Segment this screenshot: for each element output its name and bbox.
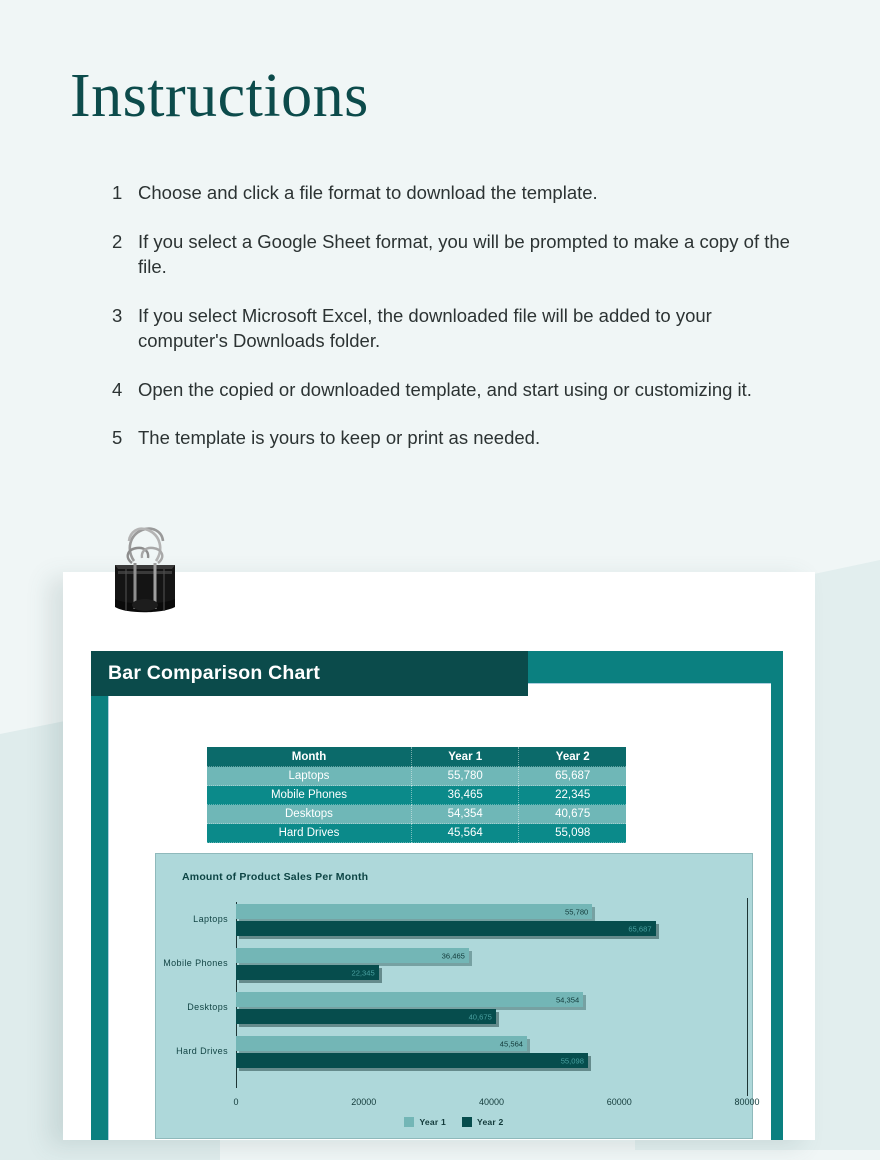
cell-year1: 54,354 — [411, 805, 519, 824]
chart-legend — [156, 1117, 752, 1127]
cell-month: Mobile Phones — [207, 786, 411, 805]
banner-title-text: Bar Comparison Chart — [108, 662, 321, 684]
spreadsheet-frame — [91, 651, 783, 1140]
legend-label: Year 2 — [477, 1117, 504, 1127]
cell-year1: 55,780 — [411, 767, 519, 786]
chart-bar-year-2 — [236, 921, 656, 936]
chart-bar-year-2 — [236, 965, 379, 980]
chart-bar-value: 36,465 — [441, 951, 465, 960]
instruction-number: 3 — [112, 304, 123, 326]
chart-x-tick-label: 40000 — [478, 1097, 505, 1107]
chart-bar-year-1 — [236, 948, 469, 963]
table-row — [207, 824, 626, 843]
legend-swatch — [404, 1117, 414, 1127]
column-header-month: Month — [207, 747, 411, 767]
list-item — [112, 229, 812, 280]
instruction-number: 1 — [112, 182, 123, 203]
page-title: Instructions — [70, 62, 369, 130]
chart-bar-group — [187, 990, 746, 1034]
cell-month: Desktops — [207, 805, 411, 824]
chart-x-tick-label: 80000 — [734, 1097, 760, 1107]
chart-category-label: Desktops — [187, 1002, 228, 1012]
chart-bar-year-2 — [236, 1053, 588, 1068]
chart-bar-year-1 — [236, 904, 592, 919]
bar-chart — [155, 853, 760, 1139]
column-header-year2: Year 2 — [519, 747, 626, 767]
cell-year1: 45,564 — [411, 824, 519, 843]
legend-item — [462, 1117, 504, 1127]
instruction-text: The template is yours to keep or print as needed. — [138, 427, 541, 449]
cell-year1: 36,465 — [411, 786, 519, 805]
chart-bar-year-1 — [236, 1036, 527, 1051]
column-header-year1: Year 1 — [411, 747, 519, 767]
chart-title: Amount of Product Sales Per Month — [182, 871, 369, 883]
legend-item — [404, 1117, 446, 1127]
chart-bar-year-1 — [236, 992, 583, 1007]
instruction-text: If you select Microsoft Excel, the downloaded file will be added to your computer's Downloads folder. — [138, 304, 712, 352]
table-header-row — [207, 747, 626, 767]
chart-plot-area — [163, 902, 746, 1080]
cell-month: Laptops — [207, 767, 411, 786]
chart-bar-group — [193, 902, 746, 946]
chart-x-axis-ticks — [233, 1097, 760, 1111]
legend-label: Year 1 — [419, 1117, 446, 1127]
list-item — [112, 180, 812, 206]
instruction-number: 5 — [112, 427, 123, 449]
chart-category-label: Hard Drives — [176, 1046, 228, 1056]
chart-bar-group — [163, 946, 746, 990]
list-item — [112, 425, 812, 451]
chart-bar-value: 54,354 — [555, 995, 580, 1004]
cell-year2: 40,675 — [519, 805, 626, 824]
chart-bar-value: 40,675 — [468, 1012, 492, 1021]
instruction-text: Open the copied or downloaded template, and start using or customizing it. — [138, 378, 752, 400]
binder-clip-icon — [104, 519, 186, 617]
cell-year2: 22,345 — [519, 786, 626, 805]
chart-bar-value: 55,098 — [560, 1056, 584, 1065]
chart-bar-year-2 — [236, 1009, 496, 1024]
data-table — [207, 747, 626, 843]
chart-bar-group — [176, 1034, 746, 1078]
instruction-text: Choose and click a file format to download the template. — [138, 182, 598, 203]
chart-bar-value: 65,687 — [628, 924, 652, 933]
instruction-number: 2 — [112, 230, 123, 252]
legend-swatch — [462, 1117, 472, 1127]
chart-bar-value: 45,564 — [499, 1039, 524, 1048]
chart-x-tick-label: 60000 — [606, 1097, 632, 1107]
instruction-number: 4 — [112, 378, 123, 400]
chart-x-tick-label: 20000 — [351, 1097, 377, 1107]
table-row — [207, 786, 626, 805]
cell-month: Hard Drives — [207, 824, 411, 843]
cell-year2: 65,687 — [519, 767, 626, 786]
table-row — [207, 767, 626, 786]
list-item — [112, 377, 812, 403]
chart-bar-value: 55,780 — [565, 907, 589, 916]
list-item — [112, 303, 812, 354]
table-row — [207, 805, 626, 824]
chart-title-banner — [91, 651, 528, 696]
instruction-text: If you select a Google Sheet format, you will be prompted to make a copy of the file. — [138, 230, 790, 278]
chart-category-label: Laptops — [193, 914, 228, 924]
cell-year2: 55,098 — [519, 824, 626, 843]
chart-category-label: Mobile Phones — [163, 958, 228, 968]
instructions-list — [112, 180, 812, 474]
chart-right-axis — [747, 898, 748, 1096]
chart-x-tick-label: 0 — [233, 1097, 239, 1107]
chart-bar-value: 22,345 — [351, 968, 375, 977]
